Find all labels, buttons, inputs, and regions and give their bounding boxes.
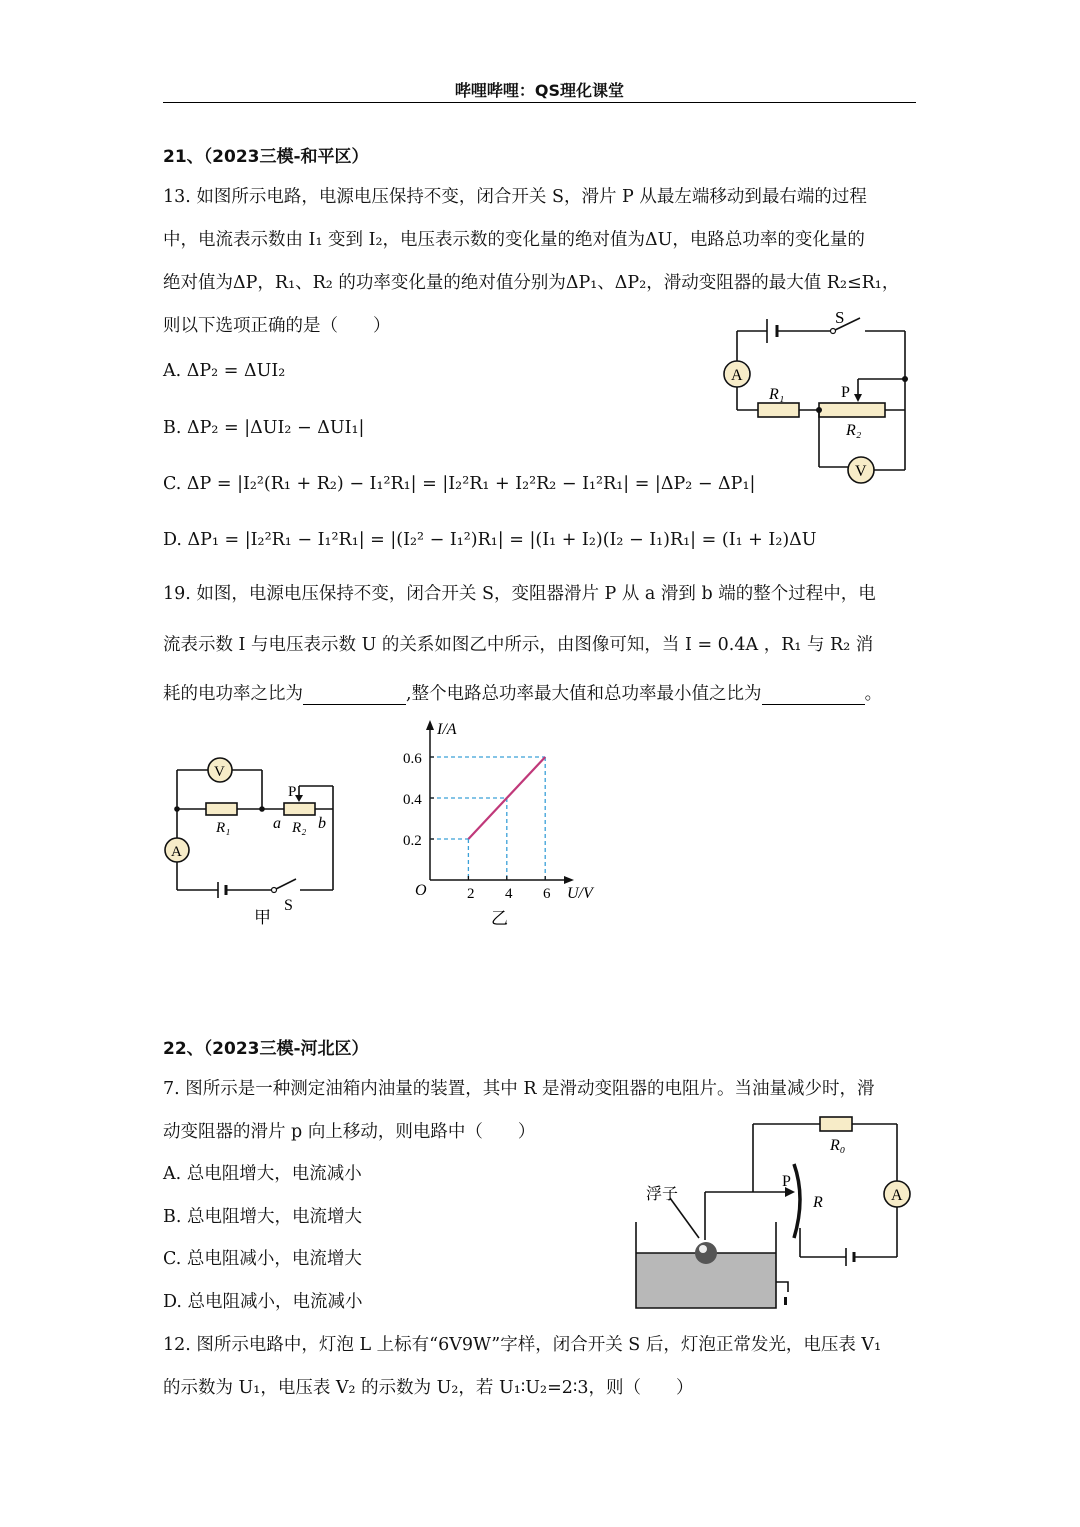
text-segment: ,整个电路总功率最大值和总功率最小值之比为 [406, 684, 762, 704]
y-tick-label: 0.6 [403, 751, 422, 767]
q13-circuit-diagram [715, 305, 920, 495]
y-axis-label: I/A [437, 721, 457, 738]
question-text: 7. 图所示是一种测定油箱内油量的装置，其中 R 是滑动变阻器的电阻片。当油量减少时，滑 [163, 1079, 875, 1099]
r2-label: R₂ [292, 820, 307, 836]
r1-label: R₁ [769, 386, 785, 403]
question-text: 则以下选项正确的是（ ） [163, 316, 391, 336]
text-segment: 耗的电功率之比为 [163, 684, 303, 704]
option-a[interactable]: A. ΔP₂ = ΔUI₂ [163, 361, 286, 381]
ammeter-label: A [891, 1187, 903, 1204]
x-tick-label: 4 [505, 886, 513, 902]
y-tick-label: 0.2 [403, 833, 422, 849]
section-title: 21、（2023三模-和平区） [163, 147, 369, 167]
option-d[interactable]: D. 总电阻减小，电流减小 [163, 1292, 363, 1312]
voltmeter-label: V [214, 764, 225, 780]
option-b[interactable]: B. ΔP₂ = |ΔUI₂ − ΔUI₁| [163, 418, 365, 438]
answer-blank-2[interactable] [762, 686, 865, 705]
section-title: 22、（2023三模-河北区） [163, 1039, 369, 1059]
figure-caption: 乙 [491, 909, 508, 928]
slider-label: P [841, 384, 850, 401]
switch-label: S [284, 897, 293, 914]
option-b[interactable]: B. 总电阻增大，电流增大 [163, 1207, 362, 1227]
oil-tank-diagram [630, 1110, 915, 1320]
end-b-label: b [318, 815, 326, 832]
end-a-label: a [273, 815, 281, 832]
question-text: 的示数为 U₁，电压表 V₂ 的示数为 U₂，若 U₁∶U₂=2∶3，则（ ） [163, 1378, 694, 1398]
option-d[interactable]: D. ΔP₁ = |I₂²R₁ − I₁²R₁| = |(I₂² − I₁²)R₁| = |(I₁ + I₂)(I₂ − I₁)R₁| = (I₁ + I₂)ΔU [163, 530, 817, 550]
option-c[interactable]: C. ΔP = |I₂²(R₁ + R₂) − I₁²R₁| = |I₂²R₁ + I₂²R₂ − I₁²R₁| = |ΔP₂ − ΔP₁| [163, 474, 756, 494]
r2-label: R₂ [846, 422, 862, 439]
page-header: 哔哩哔哩：QS理化课堂 [454, 81, 625, 100]
figure-jia-circuit [160, 750, 345, 935]
question-text: 19. 如图，电源电压保持不变，闭合开关 S，变阻器滑片 P 从 a 滑到 b 端的整个过程中，电 [163, 584, 876, 604]
origin-label: O [415, 882, 427, 899]
question-text: 绝对值为ΔP，R₁、R₂ 的功率变化量的绝对值分别为ΔP₁、ΔP₂，滑动变阻器的最大值 R₂≤R₁， [163, 273, 900, 293]
float-label: 浮子 [646, 1186, 679, 1203]
question-text: 中，电流表示数由 I₁ 变到 I₂，电压表示数的变化量的绝对值为ΔU，电路总功率的变化量的 [163, 230, 865, 250]
x-tick-label: 2 [467, 886, 475, 902]
header-rule [163, 102, 916, 103]
voltmeter-label: V [855, 463, 867, 480]
question-text: 13. 如图所示电路，电源电压保持不变，闭合开关 S，滑片 P 从最左端移动到最右端的过程 [163, 187, 867, 207]
r0-label: R₀ [830, 1137, 846, 1154]
x-axis-label: U/V [567, 885, 593, 902]
option-c[interactable]: C. 总电阻减小，电流增大 [163, 1249, 362, 1269]
question-text: 12. 图所示电路中，灯泡 L 上标有“6V9W”字样，闭合开关 S 后，灯泡正常发光，电压表 V₁ [163, 1335, 882, 1355]
figure-caption: 甲 [254, 908, 271, 927]
switch-label: S [835, 308, 845, 327]
question-text: 动变阻器的滑片 p 向上移动，则电路中（ ） [163, 1122, 536, 1142]
text-segment: 。 [864, 684, 883, 704]
ammeter-label: A [731, 367, 743, 384]
option-a[interactable]: A. 总电阻增大，电流减小 [163, 1164, 362, 1184]
answer-blank-1[interactable] [303, 686, 406, 705]
y-tick-label: 0.4 [403, 792, 422, 808]
r-label: R [813, 1194, 823, 1211]
question-text: 流表示数 I 与电压表示数 U 的关系如图乙中所示，由图像可知，当 I = 0.4A ，R₁ 与 R₂ 消 [163, 635, 874, 655]
ammeter-label: A [171, 844, 182, 860]
x-tick-label: 6 [543, 886, 551, 902]
figure-yi-graph [395, 712, 615, 932]
slider-label: P [288, 784, 297, 800]
r1-label: R₁ [216, 820, 231, 836]
slider-label: P [782, 1173, 791, 1190]
question-text-fill [163, 680, 882, 705]
